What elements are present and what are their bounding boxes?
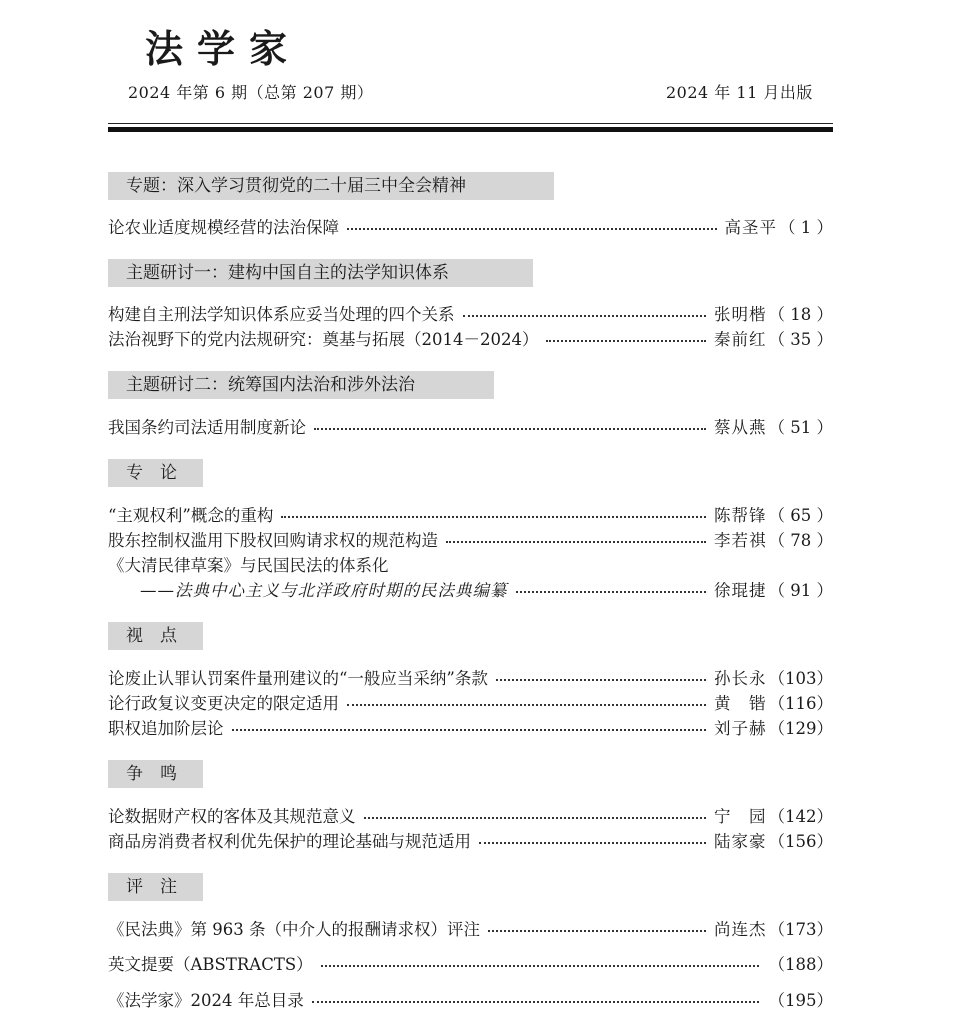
entry-author: 陈帮锋 — [714, 506, 767, 525]
section-heading: 争 鸣 — [108, 760, 203, 788]
toc-entry[interactable] — [108, 804, 833, 830]
toc-entry[interactable] — [108, 716, 833, 742]
entry-title: 论行政复议变更决定的限定适用 — [108, 694, 339, 713]
entry-title: 商品房消费者权利优先保护的理论基础与规范适用 — [108, 832, 471, 851]
dot-leader — [516, 591, 707, 593]
dot-leader — [496, 679, 706, 681]
header-rule-thick — [108, 127, 833, 132]
entry-page: （173） — [768, 920, 833, 939]
entry-author: 张明楷 — [714, 305, 767, 324]
toc-entry[interactable] — [108, 666, 833, 692]
section-heading: 专题：深入学习贯彻党的二十届三中全会精神 — [108, 172, 554, 200]
entry-page: （188） — [768, 955, 833, 974]
toc-entry-subtitle[interactable] — [108, 578, 833, 604]
entry-title: 职权追加阶层论 — [108, 719, 224, 738]
entry-page: （ 18 ） — [768, 305, 833, 324]
dot-leader — [314, 428, 706, 430]
toc-entry[interactable] — [108, 553, 833, 579]
entry-title: 《大清民律草案》与民国民法的体系化 — [108, 556, 389, 575]
entry-author: 尚连杰 — [714, 920, 767, 939]
entry-page: （142） — [768, 807, 833, 826]
entry-title: “主观权利”概念的重构 — [108, 506, 274, 525]
toc-entry[interactable] — [108, 503, 833, 529]
entry-title: 股东控制权滥用下股权回购请求权的规范构造 — [108, 531, 438, 550]
entry-author: 陆家豪 — [714, 832, 767, 851]
toc-entry[interactable] — [108, 988, 833, 1014]
entry-title: 论农业适度规模经营的法治保障 — [108, 218, 339, 237]
entry-title: 论废止认罪认罚案件量刑建议的“一般应当采纳”条款 — [108, 669, 488, 688]
dot-leader — [347, 228, 717, 230]
entry-page: （195） — [768, 991, 833, 1010]
toc-entry[interactable] — [108, 691, 833, 717]
dot-leader — [232, 729, 707, 731]
toc-entry[interactable] — [108, 327, 833, 353]
entry-title: 《法学家》2024 年总目录 — [108, 991, 304, 1010]
toc-entry[interactable] — [108, 302, 833, 328]
entry-page: （ 91 ） — [768, 581, 833, 600]
section-heading: 主题研讨一：建构中国自主的法学知识体系 — [108, 259, 533, 287]
section-heading: 评 注 — [108, 873, 203, 901]
toc-entry[interactable] — [108, 528, 833, 554]
entry-author: 李若祺 — [714, 531, 767, 550]
section-heading: 视 点 — [108, 622, 203, 650]
entry-page: （ 35 ） — [768, 330, 833, 349]
entry-page: （103） — [768, 669, 833, 688]
toc-entry[interactable] — [108, 917, 833, 943]
entry-title: 论数据财产权的客体及其规范意义 — [108, 807, 356, 826]
dot-leader — [347, 704, 706, 706]
entry-page: （ 1 ） — [779, 218, 833, 237]
entry-page: （156） — [768, 832, 833, 851]
entry-page: （116） — [768, 694, 833, 713]
issue-info: 2024 年第 6 期（总第 207 期） — [128, 83, 374, 102]
dot-leader — [321, 965, 759, 967]
dot-leader — [364, 817, 707, 819]
entry-title: 法治视野下的党内法规研究：奠基与拓展（2014－2024） — [108, 330, 539, 349]
toc-entry[interactable] — [108, 829, 833, 855]
dot-leader — [479, 842, 706, 844]
toc-entry[interactable] — [108, 415, 833, 441]
entry-author: 刘子赫 — [714, 719, 767, 738]
header-rule-thin — [108, 123, 833, 124]
entry-page: （129） — [768, 719, 833, 738]
publication-date: 2024 年 11 月出版 — [666, 83, 813, 102]
entry-author: 徐琨捷 — [714, 581, 767, 600]
entry-author: 高圣平 — [724, 218, 777, 237]
entry-author: 黄 锴 — [714, 694, 767, 713]
toc-entry[interactable] — [108, 215, 833, 241]
entry-page: （ 78 ） — [768, 531, 833, 550]
entry-author: 宁 园 — [714, 807, 767, 826]
entry-page: （ 51 ） — [768, 418, 833, 437]
entry-title: 构建自主刑法学知识体系应妥当处理的四个关系 — [108, 305, 455, 324]
dot-leader — [488, 930, 706, 932]
entry-title: 我国条约司法适用制度新论 — [108, 418, 306, 437]
entry-title: 《民法典》第 963 条（中介人的报酬请求权）评注 — [108, 920, 480, 939]
entry-author: 秦前红 — [714, 330, 767, 349]
dot-leader — [546, 340, 706, 342]
entry-author: 蔡从燕 — [714, 418, 767, 437]
dot-leader — [463, 315, 707, 317]
section-heading: 专 论 — [108, 459, 203, 487]
entry-page: （ 65 ） — [768, 506, 833, 525]
entry-title: 英文提要（ABSTRACTS） — [108, 955, 313, 974]
dot-leader — [312, 1001, 759, 1003]
journal-title: 法学家 — [145, 26, 302, 71]
section-heading: 主题研讨二：统筹国内法治和涉外法治 — [108, 371, 494, 399]
entry-subtitle: ——法典中心主义与北洋政府时期的民法典编纂 — [140, 581, 508, 600]
dot-leader — [446, 541, 706, 543]
dot-leader — [281, 516, 706, 518]
toc-entry[interactable] — [108, 952, 833, 978]
entry-author: 孙长永 — [714, 669, 767, 688]
